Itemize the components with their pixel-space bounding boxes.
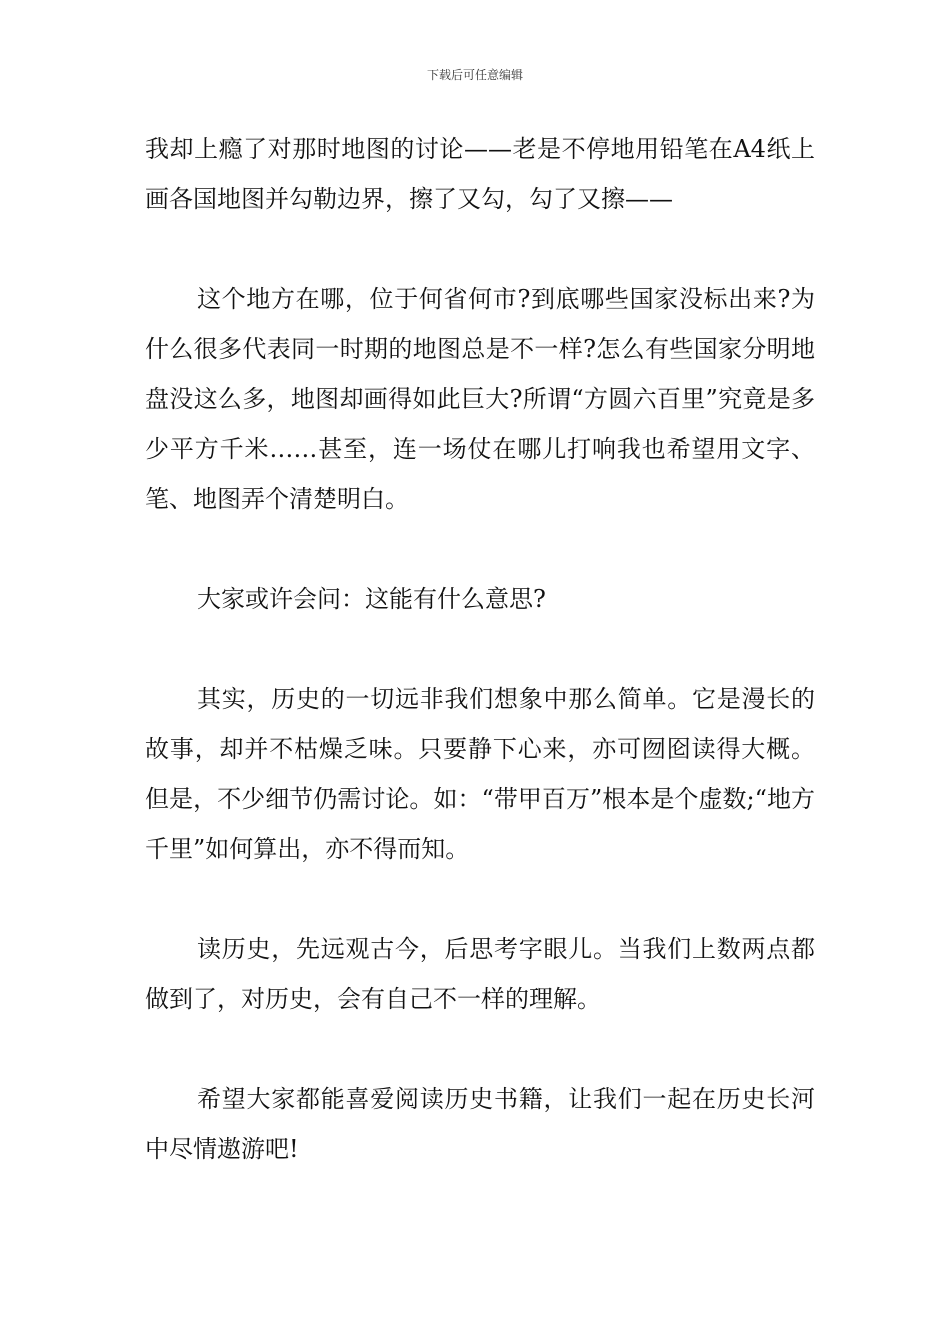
paragraph-gap (145, 624, 815, 674)
paragraph-gap (145, 224, 815, 274)
paragraph-4: 其实，历史的一切远非我们想象中那么简单。它是漫长的故事，却并不枯燥乏味。只要静下心来，亦可囫囵读得大概。但是，不少细节仍需讨论。如：“带甲百万”根本是个虚数;“地方千里”如何算出，亦不得而知。 (145, 685, 815, 863)
paragraph-5: 读历史，先远观古今，后思考字眼儿。当我们上数两点都做到了，对历史，会有自己不一样的理解。 (145, 935, 815, 1013)
paragraph-gap (145, 524, 815, 574)
paragraph-1: 我却上瘾了对那时地图的讨论——老是不停地用铅笔在A4纸上画各国地图并勾勒边界，擦了又勾，勾了又擦—— (145, 135, 815, 213)
page-header: 下载后可任意编辑 (426, 68, 523, 82)
paragraph-2: 这个地方在哪，位于何省何市?到底哪些国家没标出来?为什么很多代表同一时期的地图总是不一样?怎么有些国家分明地盘没这么多，地图却画得如此巨大?所谓“方圆六百里”究竟是多少平方千米……甚至，连一场仗在哪儿打响我也希望用文字、笔、地图弄个清楚明白。 (145, 285, 815, 513)
paragraph-6: 希望大家都能喜爱阅读历史书籍，让我们一起在历史长河中尽情遨游吧! (145, 1085, 815, 1163)
paragraph-gap (145, 874, 815, 924)
paragraph-gap (145, 1024, 815, 1074)
document-body (145, 124, 815, 1174)
paragraph-3: 大家或许会问：这能有什么意思? (197, 585, 546, 613)
